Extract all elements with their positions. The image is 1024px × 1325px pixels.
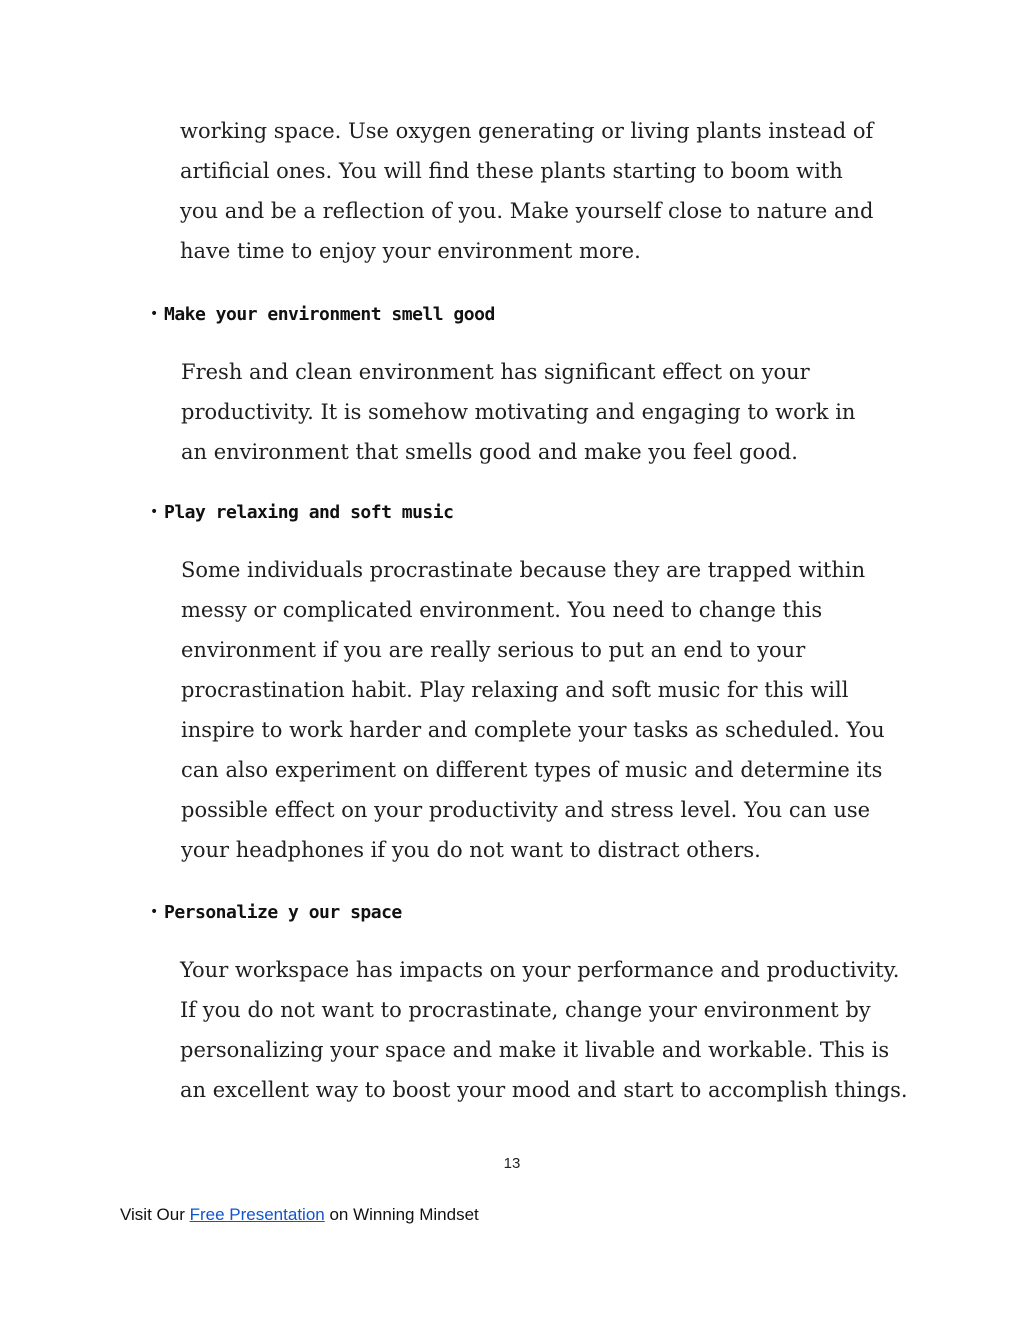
footer-prefix: Visit Our bbox=[120, 1205, 190, 1224]
intro-paragraph: working space. Use oxygen generating or living plants instead of artificial ones. You will find these plants starting to boom with you and be a reflection of you. Make yourself close to nature and have time to enjoy your environment more. bbox=[180, 119, 874, 263]
section-heading-text: Make your environment smell good bbox=[164, 304, 495, 325]
bullet-icon: • bbox=[150, 306, 158, 322]
section-body-music: Some individuals procrastinate because they are trapped within messy or complicated environment. You need to change this environment if you are really serious to put an end to your procrastination habit. Play relaxing and soft music for this will inspire to work harder and complete your tasks as scheduled. You can also experiment on different types of music and determine its possible effect on your productivity and stress level. You can use your headphones if you do not want to distract others. bbox=[181, 558, 885, 862]
section-body-smell: Fresh and clean environment has significant effect on your productivity. It is somehow motivating and engaging to work in an environment that smells good and make you feel good. bbox=[181, 360, 856, 464]
bullet-icon: • bbox=[150, 504, 158, 520]
section-heading-music bbox=[150, 502, 453, 523]
free-presentation-link[interactable]: Free Presentation bbox=[189, 1205, 325, 1224]
footer-line bbox=[120, 1205, 479, 1225]
section-heading-personalize bbox=[150, 902, 402, 923]
bullet-icon: • bbox=[150, 904, 158, 920]
footer-suffix: on Winning Mindset bbox=[324, 1205, 479, 1224]
section-heading-smell bbox=[150, 304, 495, 325]
page-number: 13 bbox=[503, 1155, 521, 1172]
section-heading-text: Play relaxing and soft music bbox=[164, 502, 454, 523]
section-heading-text: Personalize y our space bbox=[164, 902, 402, 923]
section-body-personalize: Your workspace has impacts on your performance and productivity. If you do not want to procrastinate, change your environment by personalizing your space and make it livable and workable. This is an excellent way to boost your mood and start to accomplish things. bbox=[180, 958, 908, 1102]
